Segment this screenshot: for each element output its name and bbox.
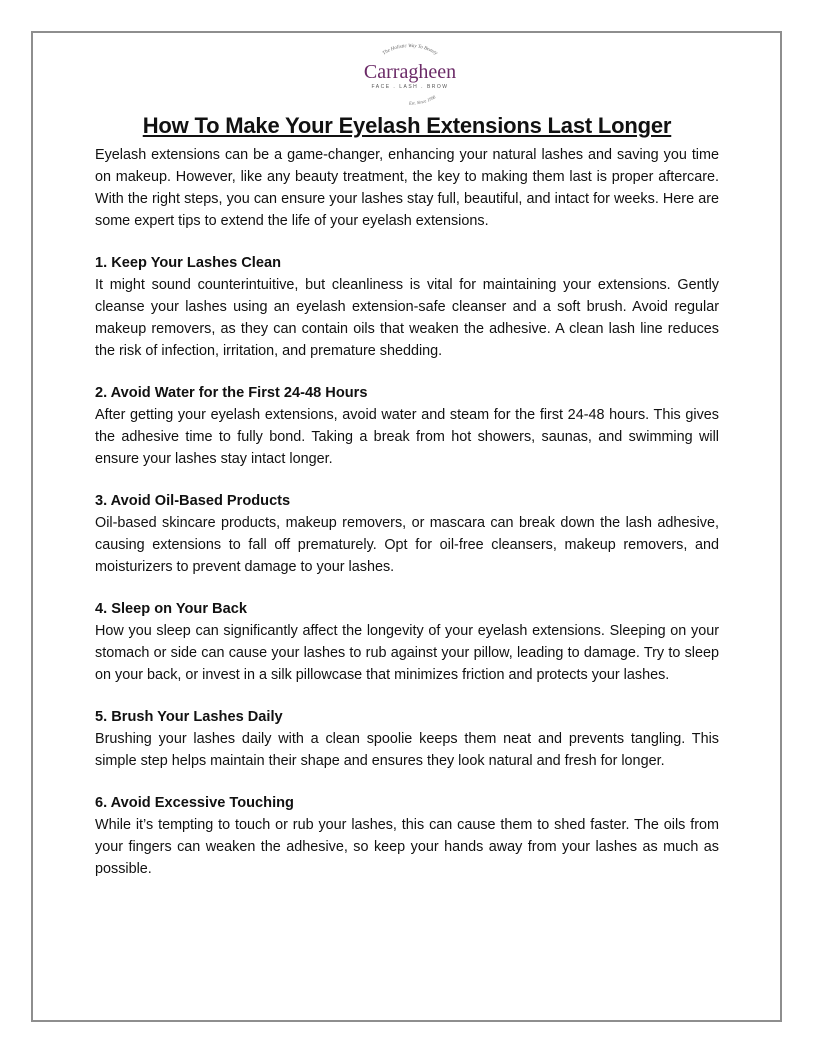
section-heading-6: 6. Avoid Excessive Touching xyxy=(95,795,294,811)
document-content xyxy=(95,108,719,880)
section-heading-1: 1. Keep Your Lashes Clean xyxy=(95,255,282,271)
section-body-4: How you sleep can significantly affect the longevity of your eyelash extensions. Sleeping on your stomach or side can cause your lashes to rub against your pillow, leading to damage. Try to sleep on your back, or invest in a silk pillowcase that minimizes friction and protects your lashes. xyxy=(95,623,719,683)
logo-name: Carragheen xyxy=(363,61,457,83)
section-body-3: Oil-based skincare products, makeup removers, or mascara can break down the lash adhesive, causing extensions to fall off prematurely. Opt for oil-free cleansers, makeup removers, and moisturizers to prevent damage to your lashes. xyxy=(95,515,719,575)
section-body-5: Brushing your lashes daily with a clean spoolie keeps them neat and prevents tangling. This simple step helps maintain their shape and ensures they look natural and fresh for longer. xyxy=(95,731,719,769)
section-heading-4: 4. Sleep on Your Back xyxy=(95,601,247,617)
carragheen-logo xyxy=(350,42,470,108)
document-title: How To Make Your Eyelash Extensions Last Longer xyxy=(142,113,672,138)
section-heading-5: 5. Brush Your Lashes Daily xyxy=(95,709,283,725)
section-body-2: After getting your eyelash extensions, avoid water and steam for the first 24-48 hours. This gives the adhesive time to fully bond. Taking a break from hot showers, saunas, and swimming will ensure your lashes stay intact longer. xyxy=(95,407,719,467)
section-heading-2: 2. Avoid Water for the First 24-48 Hours xyxy=(95,385,368,401)
intro-paragraph: Eyelash extensions can be a game-changer, enhancing your natural lashes and saving you time on makeup. However, like any beauty treatment, the key to making them last is proper aftercare. With the right steps, you can ensure your lashes stay full, beautiful, and intact for weeks. Here are some expert tips to extend the life of your eyelash extensions. xyxy=(95,147,719,229)
logo-arc-bottom-text: Est. Since 1996 xyxy=(409,94,437,106)
logo-tagline: FACE . LASH . BROW xyxy=(371,84,449,90)
logo-arc-top-text: The Holistic Way To Beauty xyxy=(382,43,438,57)
section-heading-3: 3. Avoid Oil-Based Products xyxy=(95,493,291,509)
section-body-6: While it’s tempting to touch or rub your lashes, this can cause them to shed faster. The oils from your fingers can weaken the adhesive, so keep your hands away from your lashes as much as possible. xyxy=(95,817,719,877)
section-body-1: It might sound counterintuitive, but cleanliness is vital for maintaining your extensions. Gently cleanse your lashes using an eyelash extension-safe cleanser and a soft brush. Avoid regular makeup removers, as they can contain oils that weaken the adhesive. A clean lash line reduces the risk of infection, irritation, and premature shedding. xyxy=(95,277,719,359)
